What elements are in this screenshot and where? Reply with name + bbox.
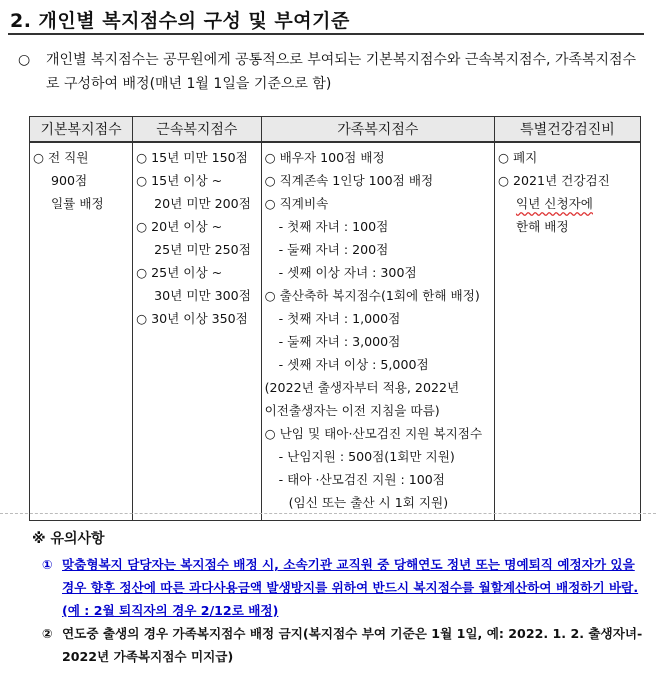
list-item: ○ 폐지 [497, 150, 538, 165]
header-basic: 기본복지점수 [30, 117, 133, 143]
dashed-divider [0, 513, 656, 514]
welfare-points-table [29, 116, 641, 521]
list-item: 20년 미만 200점 [154, 196, 251, 211]
list-item: - 둘째 자녀 : 3,000점 [278, 334, 401, 349]
circled-two-icon: ② [42, 626, 53, 641]
list-item: - 둘째 자녀 : 200점 [278, 242, 389, 257]
list-item: ○ 난임 및 태아·산모검진 지원 복지점수 [264, 426, 483, 441]
list-item: - 첫째 자녀 : 100점 [278, 219, 389, 234]
list-item: - 난임지원 : 500점(1회만 지원) [278, 449, 455, 464]
header-tenure: 근속복지점수 [133, 117, 262, 143]
list-item: 한해 배정 [515, 219, 569, 234]
list-item: - 셋째 자녀 이상 : 5,000점 [278, 357, 429, 372]
family-cell [261, 142, 494, 521]
notice-item-2 [42, 622, 646, 668]
list-item: ○ 15년 이상 ~ [136, 173, 223, 188]
list-item: (2022년 출생자부터 적용, 2022년 [264, 380, 460, 395]
basic-cell [30, 142, 133, 521]
notice-title: ※ 유의사항 [32, 531, 105, 547]
notice-item-1-text: 맞춤형복지 담당자는 복지점수 배정 시, 소속기관 교직원 중 당해연도 정년 또는 명예퇴직 예정자가 있을 경우 향후 정산에 따른 과다사용금액 발생방지를 위하여 반드시 복지점수를 월할계산하여 배정하기 바람.(예 : 2월 퇴직자의 경우 2/12로 배정) [62, 557, 639, 618]
list-item: 익년 신청자에 [515, 196, 593, 211]
list-item: - 첫째 자녀 : 1,000점 [278, 311, 401, 326]
table-header-row [30, 117, 641, 143]
list-item: 이전출생자는 이전 지침을 따름) [264, 403, 440, 418]
health-cell [494, 142, 640, 521]
section-title: 2. 개인별 복지점수의 구성 및 부여기준 [10, 10, 350, 32]
list-item: ○ 전 직원 [33, 150, 89, 165]
header-family: 가족복지점수 [261, 117, 494, 143]
tenure-cell [133, 142, 262, 521]
list-item: 30년 미만 300점 [154, 288, 251, 303]
list-item: ○ 20년 이상 ~ [136, 219, 223, 234]
list-item: ○ 직계존속 1인당 100점 배정 [264, 173, 434, 188]
list-item: (임신 또는 출산 시 1회 지원) [288, 495, 449, 510]
list-item: 25년 미만 250점 [154, 242, 251, 257]
list-item: ○ 25년 이상 ~ [136, 265, 223, 280]
intro-paragraph [18, 48, 646, 96]
table-row [30, 142, 641, 521]
list-item: ○ 30년 이상 350점 [136, 311, 248, 326]
notice-item-2-text: 연도중 출생의 경우 가족복지점수 배정 금지(복지점수 부여 기준은 1월 1일, 예: 2022. 1. 2. 출생자녀- 2022년 가족복지점수 미지급) [62, 626, 643, 664]
circled-one-icon: ① [42, 557, 53, 572]
notice-item-1 [42, 553, 646, 622]
list-item: ○ 출산축하 복지점수(1회에 한해 배정) [264, 288, 480, 303]
list-item: ○ 2021년 건강검진 [497, 173, 610, 188]
list-item: - 태아 ·산모검진 지원 : 100점 [278, 472, 445, 487]
circle-bullet-icon: ○ [18, 52, 31, 68]
list-item: 일률 배정 [51, 196, 104, 211]
list-item: ○ 배우자 100점 배정 [264, 150, 385, 165]
header-health: 특별건강검진비 [494, 117, 640, 143]
list-item: - 셋째 이상 자녀 : 300점 [278, 265, 417, 280]
intro-text: 개인별 복지점수는 공무원에게 공통적으로 부여되는 기본복지점수와 근속복지점수, 가족복지점수로 구성하여 배정(매년 1월 1일을 기준으로 함) [46, 52, 637, 92]
list-item: ○ 직계비속 [264, 196, 329, 211]
list-item: ○ 15년 미만 150점 [136, 150, 248, 165]
list-item: 900점 [51, 173, 88, 188]
title-underline [8, 33, 644, 35]
